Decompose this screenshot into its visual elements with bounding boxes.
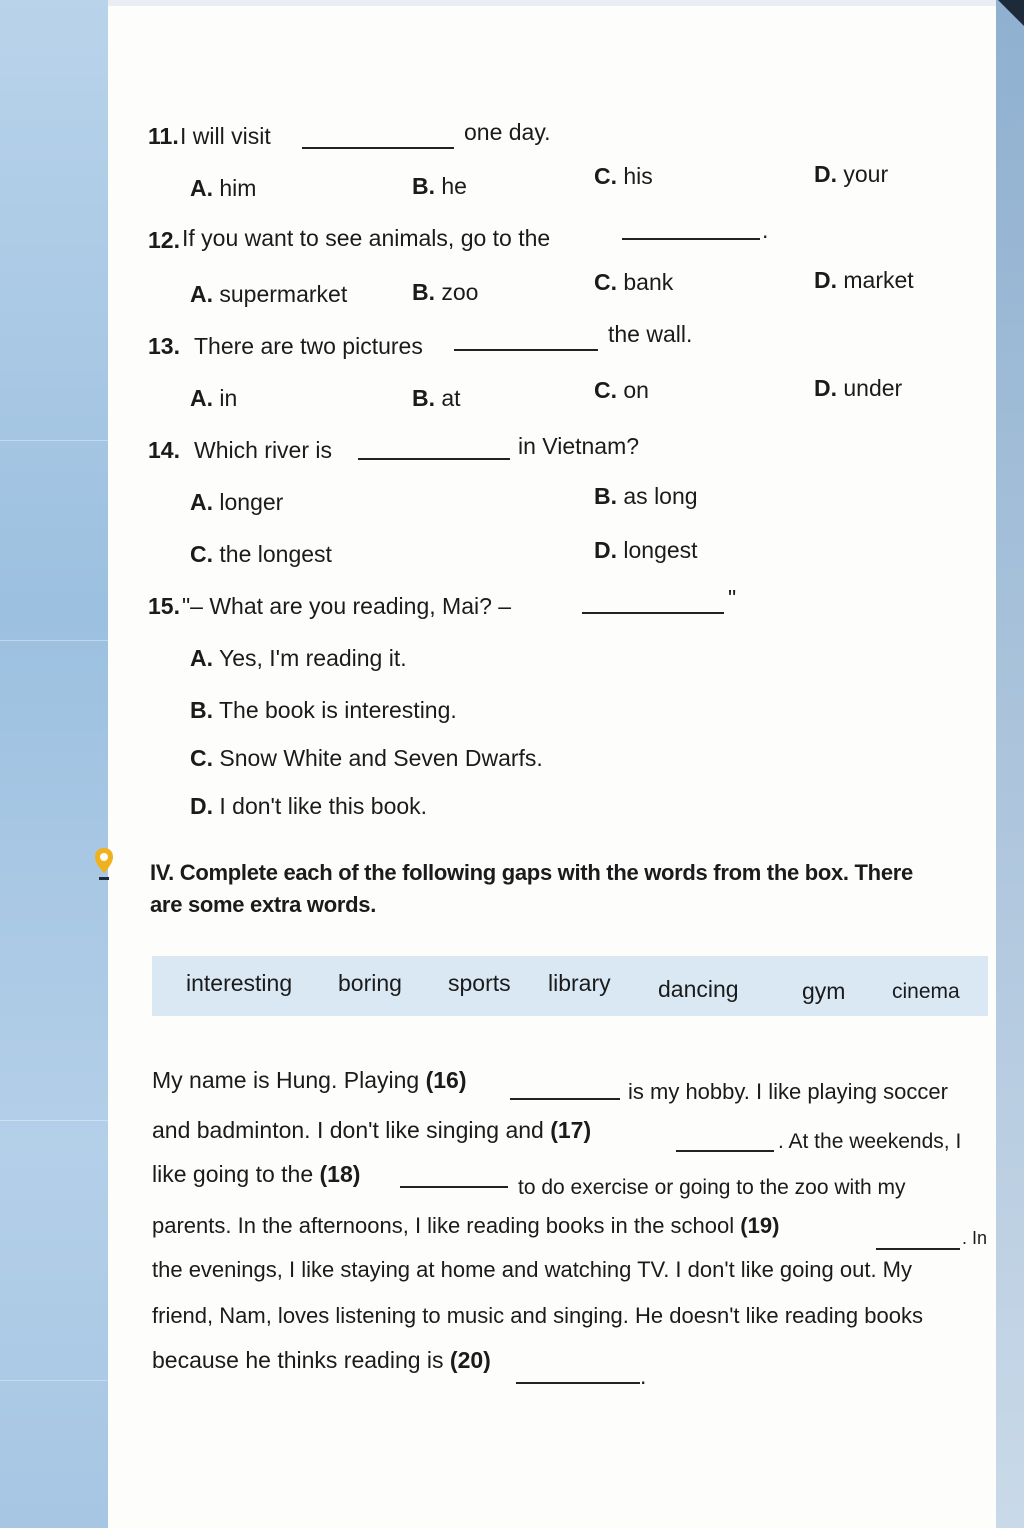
answer-blank[interactable]: [358, 458, 510, 460]
question-number: 14.: [148, 437, 180, 463]
question-stem-end: .: [762, 217, 769, 243]
section-heading-line2: are some extra words.: [150, 892, 377, 917]
passage-line-4: parents. In the afternoons, I like reading books in the school (19): [152, 1213, 780, 1238]
option-c[interactable]: C. the longest: [190, 541, 332, 567]
passage-line-1b: is my hobby. I like playing soccer: [628, 1079, 948, 1104]
option-b[interactable]: B. The book is interesting.: [190, 697, 457, 723]
gap-18-blank[interactable]: [400, 1186, 508, 1188]
gap-19-blank[interactable]: [876, 1248, 960, 1250]
passage-line-4b: . In: [962, 1228, 988, 1248]
passage-line-3: like going to the (18): [152, 1161, 361, 1187]
passage-line-2: and badminton. I don't like singing and (17): [152, 1117, 592, 1143]
option-a[interactable]: A. supermarket: [190, 281, 348, 307]
question-stem: Which river is: [194, 437, 333, 463]
word-box-item: library: [548, 970, 611, 996]
page-left-margin: [0, 0, 108, 1528]
option-b[interactable]: B. as long: [594, 483, 698, 509]
option-d[interactable]: D. longest: [594, 537, 698, 563]
option-c[interactable]: C. bank: [594, 269, 674, 295]
question-number: 15.: [148, 593, 180, 619]
option-b[interactable]: B. he: [412, 173, 467, 199]
option-d[interactable]: D. your: [814, 161, 889, 187]
passage-line-1: My name is Hung. Playing (16): [152, 1067, 467, 1093]
option-a[interactable]: A. longer: [190, 489, 284, 515]
word-box: [152, 956, 988, 1016]
word-box-item: sports: [448, 970, 511, 996]
option-a[interactable]: A. Yes, I'm reading it.: [190, 645, 407, 671]
question-stem: There are two pictures: [194, 333, 423, 359]
question-stem-end: ": [728, 585, 737, 611]
option-b[interactable]: B. at: [412, 385, 461, 411]
option-b[interactable]: B. zoo: [412, 279, 479, 305]
gap-17-blank[interactable]: [676, 1150, 774, 1152]
word-box-item: dancing: [658, 976, 739, 1002]
word-box-item: gym: [802, 978, 846, 1004]
question-stem-end: one day.: [464, 119, 551, 145]
passage-line-7: because he thinks reading is (20): [152, 1347, 491, 1373]
answer-blank[interactable]: [582, 612, 724, 614]
option-c[interactable]: C. Snow White and Seven Dwarfs.: [190, 745, 543, 771]
question-stem-end: the wall.: [608, 321, 693, 347]
option-a[interactable]: A. him: [190, 175, 257, 201]
word-box-item: cinema: [892, 980, 960, 1003]
answer-blank[interactable]: [454, 349, 598, 351]
option-d[interactable]: D. under: [814, 375, 903, 401]
option-c[interactable]: C. on: [594, 377, 649, 403]
section-heading: [150, 857, 1000, 921]
passage-line-2b: . At the weekends, I: [778, 1130, 962, 1153]
option-d[interactable]: D. I don't like this book.: [190, 793, 428, 819]
question-stem-end: in Vietnam?: [518, 433, 640, 459]
page-corner: [998, 0, 1024, 26]
passage-line-6: friend, Nam, loves listening to music and singing. He doesn't like reading books: [152, 1303, 923, 1328]
option-c[interactable]: C. his: [594, 163, 653, 189]
page-right-edge: [996, 0, 1024, 1528]
question-number: 11.: [148, 123, 179, 149]
question-stem: I will visit: [180, 123, 271, 149]
passage-line-3b: to do exercise or going to the zoo with my: [518, 1176, 906, 1199]
option-a[interactable]: A. in: [190, 385, 238, 411]
option-d[interactable]: D. market: [814, 267, 914, 293]
answer-blank[interactable]: [622, 238, 760, 240]
question-number: 12.: [148, 227, 180, 253]
passage-line-5: the evenings, I like staying at home and watching TV. I don't like going out. My: [152, 1257, 912, 1282]
section-heading-line1: IV. Complete each of the following gaps with the words from the box. There: [150, 860, 913, 885]
word-box-item: boring: [338, 970, 402, 996]
word-box-item: interesting: [186, 970, 293, 996]
gap-16-blank[interactable]: [510, 1098, 620, 1100]
location-pin-icon: [93, 847, 115, 881]
question-number: 13.: [148, 333, 180, 359]
passage-line-7b: .: [640, 1363, 647, 1389]
question-stem: "– What are you reading, Mai? –: [182, 593, 512, 619]
question-stem: If you want to see animals, go to the: [182, 225, 551, 251]
answer-blank[interactable]: [302, 147, 454, 149]
gap-20-blank[interactable]: [516, 1382, 640, 1384]
